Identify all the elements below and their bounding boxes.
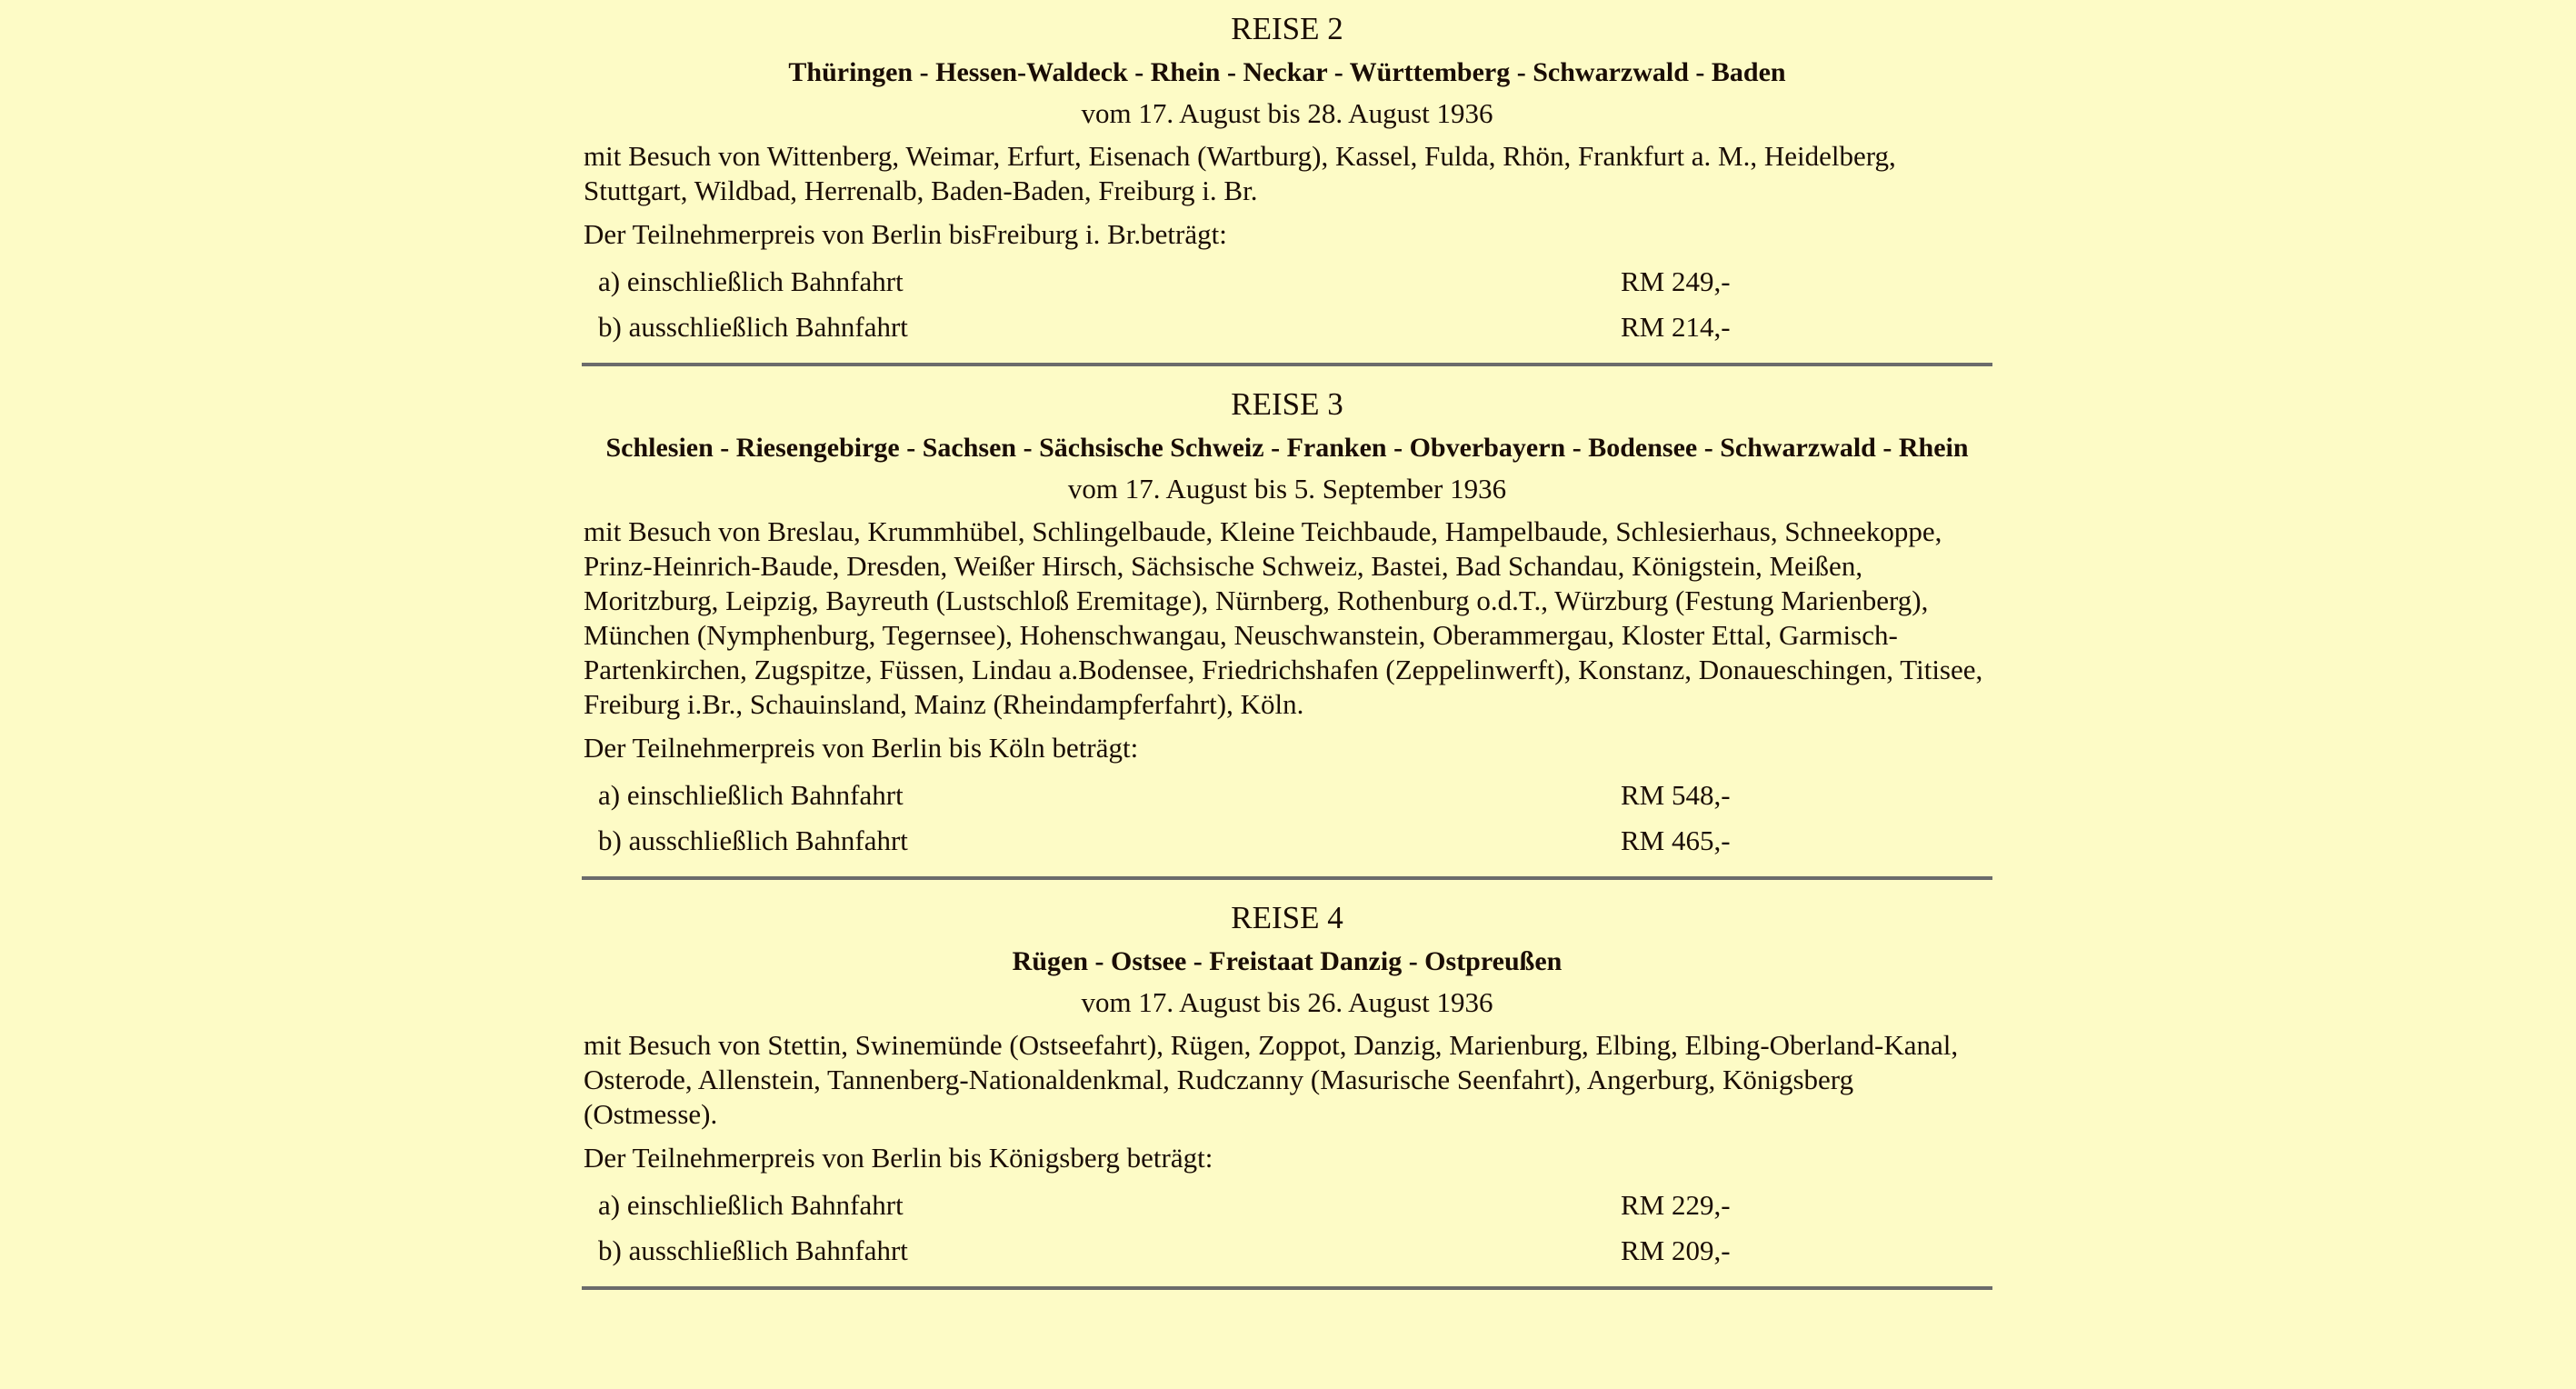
reise-section [582,898,1992,1290]
price-label: a) einschließlich Bahnfahrt [598,779,904,811]
reise-dates: vom 17. August bis 26. August 1936 [1081,986,1493,1018]
price-row [582,1183,1992,1228]
document-page [582,0,1992,1290]
price-label: b) ausschließlich Bahnfahrt [598,311,908,343]
price-label: b) ausschließlich Bahnfahrt [598,824,908,856]
reise-price-intro: Der Teilnehmerpreis von Berlin bisFreiburg i. Br.beträgt: [584,218,1227,250]
price-value: RM 229,- [1621,1189,1731,1221]
price-label: a) einschließlich Bahnfahrt [598,265,904,297]
price-value: RM 209,- [1621,1234,1731,1266]
price-row [582,259,1992,305]
reise-visits: mit Besuch von Breslau, Krummhübel, Schlingelbaude, Kleine Teichbaude, Hampelbaude, Schlesierhaus, Schneekoppe, Prinz-Heinrich-Baude, Dresden, Weißer Hirsch, Sächsische Schweiz, Bastei, Bad Schandau, Königstein, Meißen, Moritzburg, Leipzig, Bayreuth (Lustschloß Eremitage), Nürnberg, Rothenburg o.d.T., Würzburg (Festung Marienberg), München (Nymphenburg, Tegernsee), Hohenschwangau, Neuschwanstein, Oberammergau, Kloster Ettal, Garmisch-Partenkirchen, Zugspitze, Füssen, Lindau a.Bodensee, Friedrichshafen (Zeppelinwerft), Konstanz, Donaueschingen, Titisee, Freiburg i.Br., Schauinsland, Mainz (Rheindampferfahrt), Köln. [584,515,1983,720]
price-value: RM 548,- [1621,779,1731,811]
reise-price-intro: Der Teilnehmerpreis von Berlin bis Köln beträgt: [584,732,1139,764]
reise-dates: vom 17. August bis 5. September 1936 [1067,473,1507,505]
price-value: RM 465,- [1621,824,1731,856]
price-value: RM 214,- [1621,311,1731,343]
price-value: RM 249,- [1621,265,1731,297]
reise-title: REISE 2 [1231,11,1343,46]
price-row [582,1228,1992,1274]
reise-title: REISE 3 [1231,386,1343,422]
price-label: b) ausschließlich Bahnfahrt [598,1234,908,1266]
price-row [582,773,1992,818]
reise-section [582,385,1992,880]
price-label: a) einschließlich Bahnfahrt [598,1189,904,1221]
reise-dates: vom 17. August bis 28. August 1936 [1081,97,1493,129]
reise-visits: mit Besuch von Wittenberg, Weimar, Erfurt, Eisenach (Wartburg), Kassel, Fulda, Rhön, Frankfurt a. M., Heidelberg, Stuttgart, Wildbad, Herrenalb, Baden-Baden, Freiburg i. Br. [584,140,1896,206]
price-row [582,818,1992,864]
reise-price-intro: Der Teilnehmerpreis von Berlin bis Königsberg beträgt: [584,1142,1213,1174]
reise-route: Thüringen - Hessen-Waldeck - Rhein - Neckar - Württemberg - Schwarzwald - Baden [788,57,1786,87]
reise-route: Schlesien - Riesengebirge - Sachsen - Sächsische Schweiz - Franken - Obverbayern - Bodensee - Schwarzwald - Rhein [605,433,1969,463]
price-row [582,305,1992,350]
reise-visits: mit Besuch von Stettin, Swinemünde (Ostseefahrt), Rügen, Zoppot, Danzig, Marienburg, Elbing, Elbing-Oberland-Kanal, Osterode, Allenstein, Tannenberg-Nationaldenkmal, Rudczanny (Masurische Seenfahrt), Angerburg, Königsberg (Ostmesse). [584,1029,1959,1130]
reise-section [582,9,1992,366]
reise-route: Rügen - Ostsee - Freistaat Danzig - Ostpreußen [1012,946,1563,976]
reise-title: REISE 4 [1231,900,1343,935]
